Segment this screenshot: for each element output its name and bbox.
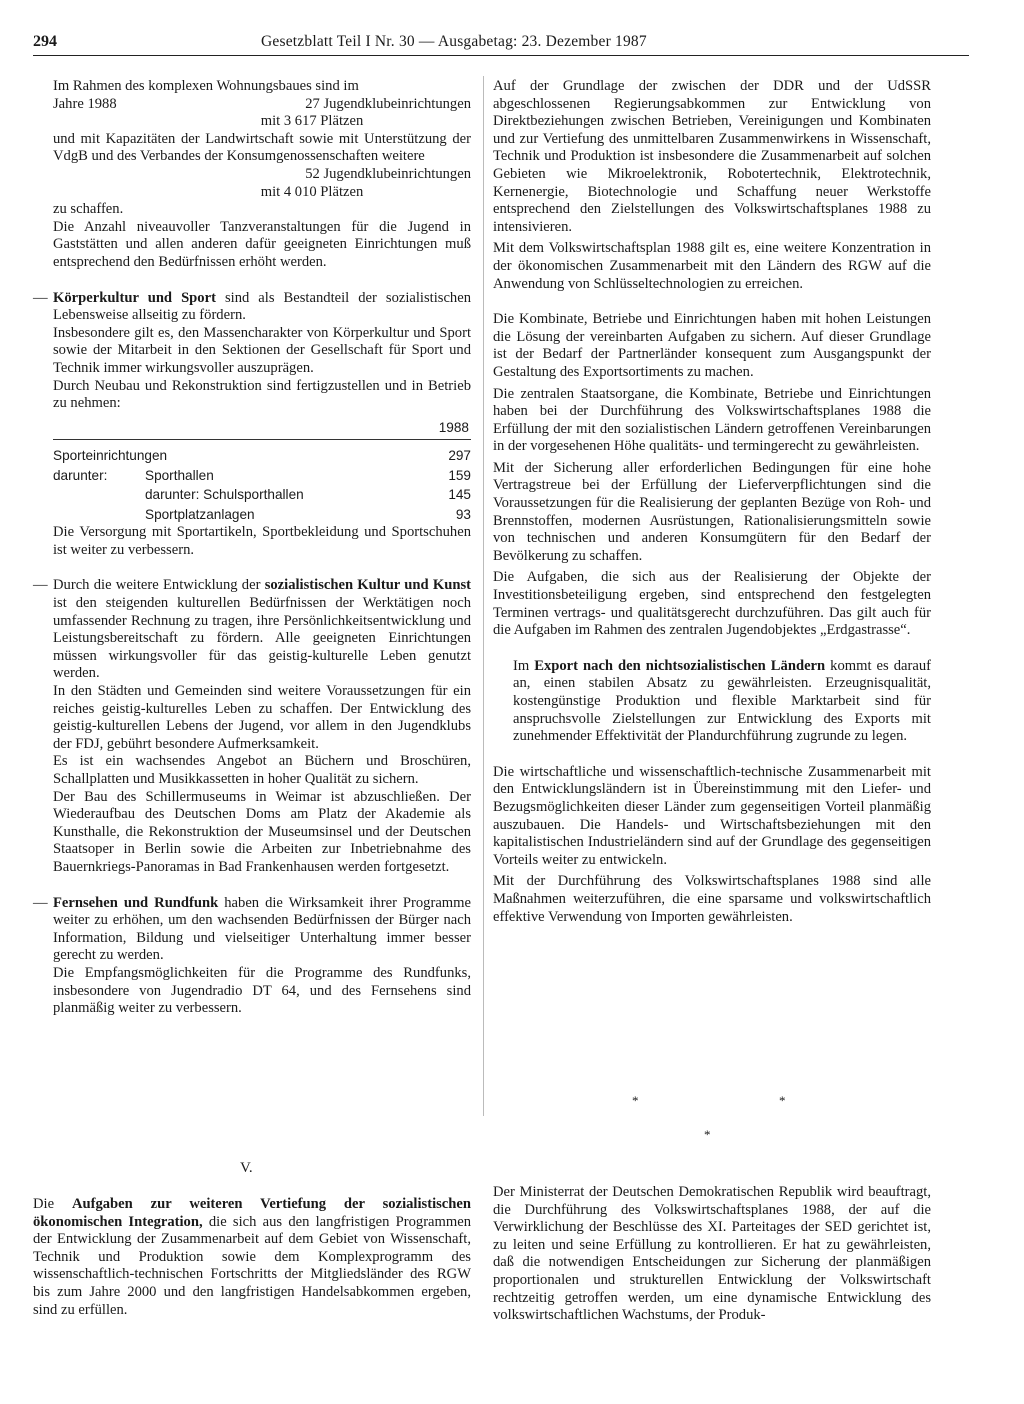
- culture-paragraph-2: In den Städten und Gemeinden sind weitere Voraussetzungen für ein reiches geistig-kulturelles Leben zu schaffen. Der Entwicklung des geistig-kulturellen Lebens der Jugend, vor allem in den Jugendklubs der FDJ, gebührt besondere Aufmerksamkeit.: [53, 683, 471, 752]
- text-line: zu schaffen.: [53, 201, 124, 218]
- column-divider: [483, 76, 484, 1116]
- text-line: [53, 96, 471, 114]
- row-label: Sporteinrichtungen: [53, 448, 168, 464]
- culture-paragraph-3: Es ist ein wachsendes Angebot an Büchern und Broschüren, Schallplatten und Musikkassetten in hoher Qualität zu sichern.: [53, 753, 471, 787]
- row-label: Sportplatzanlagen: [145, 506, 255, 522]
- combines-paragraph: Die Kombinate, Betriebe und Einrichtungen haben mit hohen Leistungen die Lösung der vereinbarten Aufgaben zu sichern. Auf dieser Grundlage ist der Bedarf der Partnerländer konsequent zum Ausgangspunkt der Gestaltung des Exportsortiments zu machen.: [493, 311, 931, 380]
- text-line: und mit Kapazitäten der Landwirtschaft sowie mit Unterstützung der VdgB und des Verbandes der Konsumgenossenschaften weitere: [53, 130, 471, 165]
- youth-clubs-paragraph: [33, 78, 471, 272]
- dash-bullet: —: [33, 894, 48, 911]
- separator-star: *: [779, 1093, 786, 1108]
- text-span: 27 Jugendklubeinrichtungen: [305, 95, 471, 112]
- text-span: ist den steigenden kulturellen Bedürfnissen der Werktätigen noch umfassender Rechnung zu tragen, ihre Persönlichkeitsentwicklung und Leistungsbereitschaft zu fördern. Alle geeigneten Einrichtungen müssen wirkungsvoller für das geistig-kulturelle Leben genutzt werden.: [53, 595, 471, 682]
- bold-heading: Export nach den nichtsozialistischen Ländern: [534, 657, 826, 674]
- bold-heading: Körperkultur und Sport: [53, 289, 216, 306]
- text-span: Durch die weitere Entwicklung der: [53, 577, 265, 594]
- left-bottom-column: [33, 1196, 471, 1319]
- text-line: 52 Jugendklubeinrichtungen: [305, 165, 471, 182]
- text-span: sind als Bestandteil der sozialistischen Lebensweise allseitig zu fördern.: [53, 289, 471, 324]
- row-value: 159: [448, 467, 471, 483]
- row-value: 145: [448, 487, 471, 503]
- broadcast-paragraph: [53, 895, 471, 965]
- section-numeral: V.: [240, 1160, 253, 1176]
- bold-heading: Fernsehen und Rundfunk: [53, 894, 219, 911]
- delivery-obligations-paragraph: Mit der Sicherung aller erforderlichen Bedingungen für eine hohe Vertragstreue bei der Erfüllung der Lieferverpflichtungen sind die Voraussetzungen für die Realisierung der geplanten Bezüge von Roh- und Brennstoffen, modernen Ausrüstungen, Rationalisierungsmitteln sowie von technischen und anderen Konsumgütern für den Bedarf der Bevölkerung zu schaffen.: [493, 459, 931, 564]
- page-number: 294: [33, 33, 57, 50]
- table-rule: [53, 439, 471, 440]
- sport-facilities-table: [53, 419, 471, 525]
- sport-paragraph-4: Die Versorgung mit Sportartikeln, Sportbekleidung und Sportschuhen ist weiter zu verbessern.: [53, 524, 471, 558]
- row-value: 297: [448, 448, 471, 464]
- row-value: 93: [455, 506, 471, 522]
- export-paragraph: [493, 658, 931, 746]
- text-span: Die: [33, 1196, 72, 1212]
- text-line: mit 4 010 Plätzen: [260, 183, 364, 200]
- state-organs-paragraph: Die zentralen Staatsorgane, die Kombinate, Betriebe und Einrichtungen haben bei der Durchführung des Volkswirtschaftsplanes 1988 die Erfüllung der mit den sozialistischen Ländern getroffenen Vereinbarungen in der vorgesehenen Höhe qualitäts- und termingerecht zu gewährleisten.: [493, 385, 931, 455]
- dance-events-paragraph: Die Anzahl niveauvoller Tanzveranstaltungen für die Jugend in Gaststätten und allen anderen dafür geeigneten Einrichtungen muß entsprechend den Bedürfnissen erhöht werden.: [53, 218, 471, 270]
- text-span: Jahre 1988: [53, 95, 117, 112]
- rgw-concentration-paragraph: Mit dem Volkswirtschaftsplan 1988 gilt es, eine weitere Konzentration in der ökonomischen Zusammenarbeit mit den Ländern des RGW auf die Anwendung von Schlüsseltechnologien zu erreichen.: [493, 240, 931, 292]
- broadcast-paragraph-2: Die Empfangsmöglichkeiten für die Programme des Rundfunks, insbesondere von Jugendradio DT 64, und des Fernsehens sind planmäßig weiter zu verbessern.: [53, 964, 471, 1017]
- integration-paragraph: [33, 1196, 471, 1319]
- sport-paragraph-2: Insbesondere gilt es, den Massencharakter von Körperkultur und Sport sowie der Mitarbeit in den Sektionen der Gesellschaft für Sport und Technik immer wirkungsvoller auszuprägen.: [53, 324, 471, 376]
- investment-paragraph: Die Aufgaben, die sich aus der Realisierung der Objekte der Investitionsbeteiligung ergeben, sind entsprechend den festgelegten Terminen vertrags- und qualitätsgerecht durchzuführen. Das gilt auch für die Aufgaben im Rahmen des zentralen Jugendobjektes „Erdgastrasse“.: [493, 569, 931, 639]
- culture-paragraph: [53, 577, 471, 683]
- row-label: darunter:: [53, 467, 108, 483]
- culture-section: [33, 577, 471, 876]
- sport-section: [33, 290, 471, 413]
- row-label: darunter: Schulsporthallen: [145, 487, 304, 503]
- sport-paragraph-3: Durch Neubau und Rekonstruktion sind fertigzustellen und in Betrieb zu nehmen:: [53, 377, 471, 412]
- council-of-ministers-paragraph: Der Ministerrat der Deutschen Demokratischen Republik wird beauftragt, die Durchführung des Volkswirtschaftsplanes 1988, der auf die Verwirklichung der Beschlüsse des XI. Parteitages der SED gerichtet ist, zu leiten und seine Erfüllung zu kontrollieren. Er hat zu gewährleisten, daß die notwendigen Entscheidungen zur Sicherung der planmäßigen proportionalen und strukturellen Entwicklung der Volkswirtschaft rechtzeitig getroffen werden, um eine dynamische Entwicklung des volkswirtschaftlichen Wachstums, der Produk-: [493, 1184, 931, 1324]
- table-row: [53, 505, 471, 525]
- page-header: [33, 33, 969, 55]
- bold-heading: sozialistischen Kultur und Kunst: [264, 577, 471, 594]
- text-line: Im Rahmen des komplexen Wohnungsbaues sind im: [53, 78, 359, 94]
- separator-star: *: [632, 1093, 639, 1108]
- ussr-cooperation-paragraph: Auf der Grundlage der zwischen der DDR und der UdSSR abgeschlossenen Regierungsabkommen zur Entwicklung von Direktbeziehungen zwischen Betrieben, Vereinigungen und Kombinaten und zur Vertiefung des unmittelbaren Zusammenwirkens in Wissenschaft, Technik und Produktion ist insbesondere die Zusammenarbeit auf solchen Gebieten wie Mikroelektronik, Robotertechnik, Elektrotechnik, Kernenergie, Biotechnologie und Schaffung neuer Werkstoffe entsprechend den Zielstellungen des Volkswirtschaftsplanes 1988 zu intensivieren.: [493, 78, 931, 235]
- table-year-header: 1988: [438, 419, 469, 435]
- table-row: [53, 485, 471, 505]
- right-bottom-column: [493, 1184, 931, 1325]
- sport-paragraph: [53, 290, 471, 325]
- gazette-title: Gesetzblatt Teil I Nr. 30 — Ausgabetag: 23. Dezember 1987: [261, 33, 647, 50]
- dash-bullet: —: [33, 577, 48, 594]
- culture-paragraph-4: Der Bau des Schillermuseums in Weimar ist abzuschließen. Der Wiederaufbau des Deutschen Doms am Platz der Akademie als Kunsthalle, die Rekonstruktion der Museumsinsel und der Deutschen Staatsoper in Berlin sowie die Arbeiten zur Inbetriebnahme des Bauernkriegs-Panoramas in Bad Frankenhausen werden fortgesetzt.: [53, 788, 471, 875]
- row-label: Sporthallen: [145, 467, 214, 483]
- imports-paragraph: Mit der Durchführung des Volkswirtschaftsplanes 1988 sind alle Maßnahmen weiterzuführen, die eine sparsame und volkswirtschaftlich effektive Verwendung von Importen gewährleisten.: [493, 873, 931, 925]
- header-rule: [33, 55, 969, 56]
- separator-star: *: [704, 1127, 711, 1142]
- broadcast-section: [33, 895, 471, 1018]
- dash-bullet: —: [33, 289, 48, 306]
- text-span: Im: [513, 657, 535, 674]
- text-span: kommt es darauf an, einen stabilen Absatz zu gewährleisten. Erzeugnisqualität, kostengünstige Produktion und flexible Marktarbeit sind für anspruchsvolle Zielstellungen zur Entwicklung des Exports mit zunehmender Effektivität der Plandurchführung zugrunde zu legen.: [513, 657, 931, 745]
- table-row: [53, 446, 471, 466]
- developing-countries-paragraph: Die wirtschaftliche und wissenschaftlich-technische Zusammenarbeit mit den Entwicklungsländern ist in Übereinstimmung mit den Liefer- und Bezugsmöglichkeiten dieser Länder zum gegenseitigen Vorteil planmäßig auszubauen. Die Handels- und Wirtschaftsbeziehungen mit den kapitalistischen Industrieländern sind auf der Grundlage des gegenseitigen Vorteils weiter zu entwickeln.: [493, 763, 931, 868]
- text-line: mit 3 617 Plätzen: [260, 113, 364, 130]
- text-span: die sich aus den langfristigen Programmen der Entwicklung der Zusammenarbeit auf dem Gebiet von Wissenschaft, Technik und Produktion sowie dem Komplexprogramm des wissenschaftlich-technischen Fortschritts der Mitgliedsländer des RGW bis zum Jahre 2000 und den langfristigen Handelsabkommen ergeben, sind zu erfüllen.: [33, 1213, 472, 1318]
- right-column: [493, 78, 931, 926]
- left-column: [33, 78, 471, 1018]
- table-row: [53, 466, 471, 486]
- text-span: haben die Wirksamkeit ihrer Programme weiter zu erhöhen, um den wachsenden Bedürfnissen der Bürger nach Information, Bildung und vielseitiger Unterhaltung immer besser gerecht zu werden.: [53, 894, 471, 964]
- bold-heading: Aufgaben zur weiteren Vertiefung der sozialistischen ökonomischen Integration,: [33, 1196, 471, 1230]
